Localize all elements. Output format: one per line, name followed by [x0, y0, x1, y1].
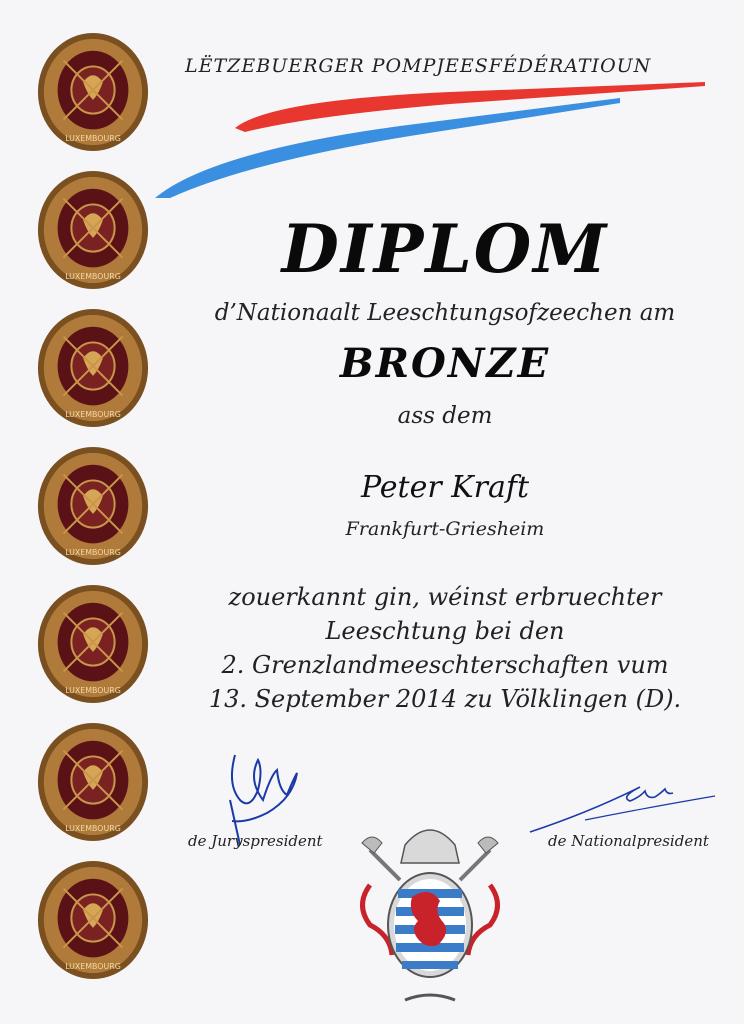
- reason-line: 13. September 2014 zu Völklingen (D).: [208, 685, 682, 713]
- fire-brigade-medal-icon: [34, 858, 152, 982]
- reason-line: zouerkannt gin, wéinst erbruechter: [228, 583, 662, 611]
- svg-text:LUXEMBOURG: LUXEMBOURG: [65, 548, 121, 558]
- recipient-name: Peter Kraft: [360, 470, 530, 505]
- svg-text:LUXEMBOURG: LUXEMBOURG: [65, 272, 121, 282]
- fire-brigade-medal-icon: [34, 168, 152, 292]
- fire-brigade-medal-icon: [34, 582, 152, 706]
- jury-president-label: de Juryspresident: [188, 832, 323, 850]
- fire-brigade-medal-icon: [34, 306, 152, 430]
- fire-brigade-medal-icon: [34, 30, 152, 154]
- federation-title: LËTZEBUERGER POMPJEESFÉDÉRATIOUN: [185, 55, 652, 77]
- award-level: BRONZE: [339, 340, 551, 387]
- svg-text:LUXEMBOURG: LUXEMBOURG: [65, 134, 121, 144]
- award-reason: [170, 580, 720, 716]
- fire-brigade-medal-icon: [34, 720, 152, 844]
- national-president-signature: [525, 770, 725, 840]
- reason-line: Leeschtung bei den: [325, 617, 565, 645]
- svg-text:LUXEMBOURG: LUXEMBOURG: [65, 410, 121, 420]
- reason-line: 2. Grenzlandmeeschterschaften vum: [221, 651, 669, 679]
- connector-text: ass dem: [397, 403, 493, 429]
- diploma-subtitle: d’Nationaalt Leeschtungsofzeechen am: [214, 300, 676, 326]
- flag-swoosh-graphic: [150, 70, 710, 210]
- national-president-label: de Nationalpresident: [548, 832, 709, 850]
- svg-text:LUXEMBOURG: LUXEMBOURG: [65, 824, 121, 834]
- svg-text:LUXEMBOURG: LUXEMBOURG: [65, 686, 121, 696]
- recipient-city: Frankfurt-Griesheim: [345, 518, 545, 540]
- fire-brigade-medal-icon: [34, 444, 152, 568]
- svg-text:LUXEMBOURG: LUXEMBOURG: [65, 962, 121, 972]
- diploma-title: DIPLOM: [281, 210, 609, 288]
- fire-brigade-coat-of-arms-icon: [350, 815, 510, 1010]
